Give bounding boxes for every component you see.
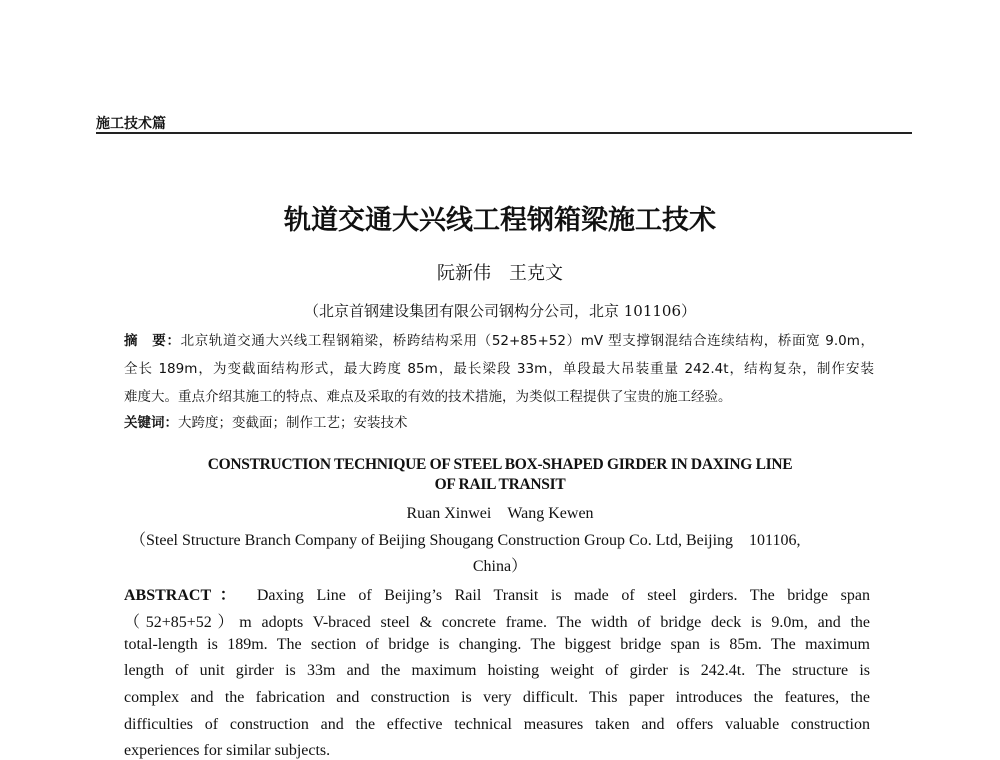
abstract-cn-line — [124, 329, 874, 349]
abstract-en-line: length of unit girder is 33m and the maximum hoisting weight of girder is 242.4t. The structure is — [124, 662, 870, 679]
header-rule — [96, 132, 912, 134]
abstract-en-line: experiences for similar subjects. — [124, 742, 331, 759]
abstract-en-line: difficulties of construction and the effective technical measures taken and offers valuable construction — [124, 716, 870, 733]
abstract-en-line: complex and the fabrication and construction is very difficult. This paper introduces the features, the — [124, 689, 870, 706]
abstract-cn-line: 全长 189m，为变截面结构形式，最大跨度 85m，最长梁段 33m，单段最大吊装重量 242.4t，结构复杂，制作安装 — [124, 361, 874, 377]
affiliation-cn: （北京首钢建设集团有限公司钢构分公司，北京 101106） — [303, 302, 697, 320]
abstract-en-label: ABSTRACT： — [124, 587, 245, 604]
authors-en: Ruan Xinwei Wang Kewen — [406, 505, 594, 522]
affiliation-en-line: （Steel Structure Branch Company of Beijing Shougang Construction Group Co. Ltd, Beijing 101106, — [130, 532, 801, 549]
abstract-cn-line: 难度大。重点介绍其施工的特点、难点及采取的有效的技术措施，为类似工程提供了宝贵的施工经验。 — [124, 389, 732, 405]
title-en-line: CONSTRUCTION TECHNIQUE OF STEEL BOX-SHAPED GIRDER IN DAXING LINE — [207, 456, 793, 473]
section-header: 施工技术篇 — [96, 116, 166, 132]
keywords-cn-label: 关键词： — [124, 415, 178, 431]
abstract-cn-label: 摘 要： — [124, 333, 181, 349]
abstract-en-line: total-length is 189m. The section of bridge is changing. The biggest bridge span is 85m. The maximum — [124, 636, 870, 653]
abstract-en-line: （52+85+52）m adopts V-braced steel & concrete frame. The width of bridge deck is 9.0m, and the — [124, 614, 870, 631]
authors-cn: 阮新伟 王克文 — [437, 263, 563, 284]
title-en-line: OF RAIL TRANSIT — [434, 476, 566, 493]
title-cn: 轨道交通大兴线工程钢箱梁施工技术 — [284, 205, 716, 236]
keywords-cn — [124, 411, 874, 431]
keywords-cn-text: 大跨度；变截面；制作工艺；安装技术 — [178, 415, 408, 431]
affiliation-en-line: China） — [472, 558, 528, 575]
abstract-cn-text: 北京轨道交通大兴线工程钢箱梁，桥跨结构采用（52+85+52）mV 型支撑钢混结合连续结构，桥面宽 9.0m， — [180, 333, 875, 349]
abstract-en-line — [124, 582, 870, 605]
abstract-en-text: Daxing Line of Beijing’s Rail Transit is made of steel girders. The bridge span — [256, 587, 870, 604]
